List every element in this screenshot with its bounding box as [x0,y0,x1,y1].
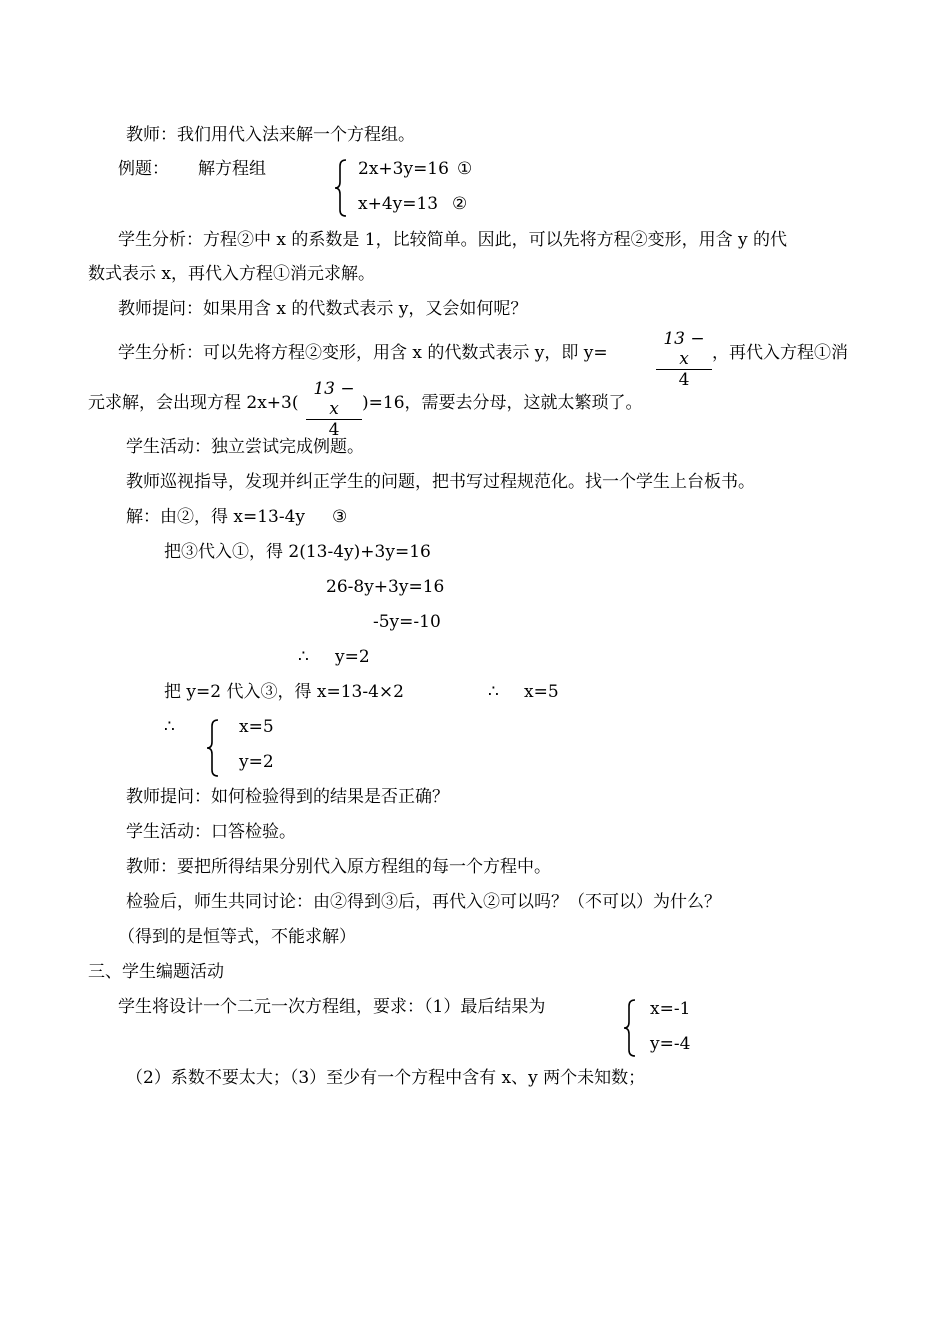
fraction-2 [306,379,362,440]
equation-1-mark: ① [457,159,473,179]
teacher-line: 教师：我们用代入法来解一个方程组。 [126,125,415,145]
solution-step-5: y=2 [335,647,370,667]
student-analysis-1b: 数式表示 x，再代入方程①消元求解。 [88,264,375,284]
solution-step-3: 26-8y+3y=16 [326,577,445,597]
student-activity-2: 学生活动：口答检验。 [126,822,296,842]
fraction-2-numerator: 13 − x [306,379,362,420]
fraction-1-numerator: 13 − x [656,329,712,370]
student-analysis-2b-post: )=16，需要去分母，这就太繁琐了。 [362,393,643,413]
therefore-symbol-3: ∴ [164,717,175,737]
solution-step-1: 解：由②，得 x=13-4y [126,507,306,527]
section-heading-3: 三、学生编题活动 [88,962,224,982]
solution-step-6b: x=5 [524,682,559,702]
teacher-question-1: 教师提问：如果用含 x 的代数式表示 y，又会如何呢？ [118,299,528,319]
equation-2-mark: ② [452,194,468,214]
teacher-line-2: 教师：要把所得结果分别代入原方程组的每一个方程中。 [126,857,551,877]
example-solve: 解方程组 [198,159,266,179]
solution-step-2: 把③代入①，得 2(13-4y)+3y=16 [164,542,431,562]
therefore-symbol-1: ∴ [298,647,309,667]
solution-step-1-mark: ③ [332,507,348,527]
requirement-line-1: 学生将设计一个二元一次方程组，要求：（1）最后结果为 [118,997,546,1017]
student-analysis-2a-post: ，再代入方程①消 [712,343,848,363]
student-analysis-1a: 学生分析：方程②中 x 的系数是 1，比较简单。因此，可以先将方程②变形，用含 y 的代 [118,230,788,250]
fraction-1 [656,329,712,390]
solution-step-4: -5y=-10 [373,612,441,632]
equation-2: x+4y=13 [358,194,439,214]
therefore-symbol-2: ∴ [488,682,499,702]
student-analysis-2a-pre: 学生分析：可以先将方程②变形，用含 x 的代数式表示 y，即 y= [118,343,608,363]
discussion-answer: （得到的是恒等式，不能求解） [118,927,356,947]
example-label: 例题： [118,159,169,179]
requirement-y: y=-4 [650,1034,691,1054]
requirement-x: x=-1 [650,999,691,1019]
result-x: x=5 [239,717,274,737]
result-y: y=2 [239,752,274,772]
fraction-2-denominator: 4 [328,420,340,440]
student-activity-1: 学生活动：独立尝试完成例题。 [126,437,364,457]
equation-1: 2x+3y=16 [358,159,449,179]
fraction-1-denominator: 4 [678,370,690,390]
result-brace [205,718,221,778]
requirement-line-2: （2）系数不要太大；（3）至少有一个方程中含有 x、y 两个未知数； [126,1068,646,1088]
teacher-guidance: 教师巡视指导，发现并纠正学生的问题，把书写过程规范化。找一个学生上台板书。 [126,472,755,492]
discussion-line: 检验后，师生共同讨论：由②得到③后，再代入②可以吗？（不可以）为什么？ [126,892,721,912]
requirement-brace [622,998,638,1058]
system-brace-1 [333,158,349,218]
teacher-question-2: 教师提问：如何检验得到的结果是否正确？ [126,787,449,807]
solution-step-6: 把 y=2 代入③，得 x=13-4×2 [164,682,404,702]
student-analysis-2b-pre: 元求解，会出现方程 2x+3( [88,393,299,413]
